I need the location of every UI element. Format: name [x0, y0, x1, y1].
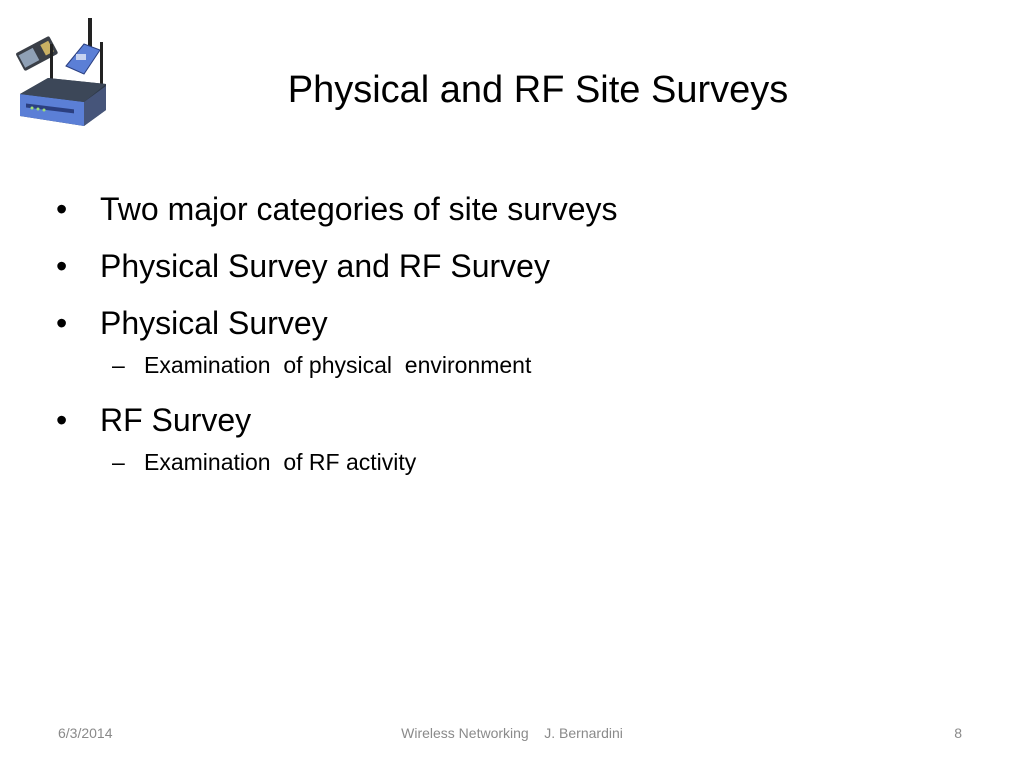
sub-bullet-text: Examination of RF activity: [144, 449, 417, 475]
sub-bullet-marker: –: [112, 352, 125, 378]
slide-number: 8: [954, 725, 962, 741]
sub-bullet-item: [112, 446, 956, 478]
bullet-item: [56, 243, 956, 289]
bullet-text: Two major categories of site surveys: [100, 191, 618, 227]
bullet-marker: •: [56, 191, 68, 227]
bullet-marker: •: [56, 305, 68, 341]
bullet-text: Physical Survey: [100, 305, 328, 341]
bullet-list: [56, 186, 956, 494]
footer-date: 6/3/2014: [58, 725, 113, 741]
bullet-item: [56, 300, 956, 346]
sub-bullet-text: Examination of physical environment: [144, 352, 532, 378]
sub-bullet-item: [112, 349, 956, 381]
wireless-router-icon: [14, 14, 114, 130]
bullet-marker: •: [56, 248, 68, 284]
slide-title: Physical and RF Site Surveys: [287, 69, 789, 111]
footer-title: Wireless Networking J. Bernardini: [401, 725, 623, 741]
bullet-item: [56, 186, 956, 232]
bullet-text: Physical Survey and RF Survey: [100, 248, 550, 284]
bullet-item: [56, 397, 956, 443]
bullet-text: RF Survey: [100, 402, 252, 438]
bullet-marker: •: [56, 402, 68, 438]
sub-bullet-marker: –: [112, 449, 125, 475]
